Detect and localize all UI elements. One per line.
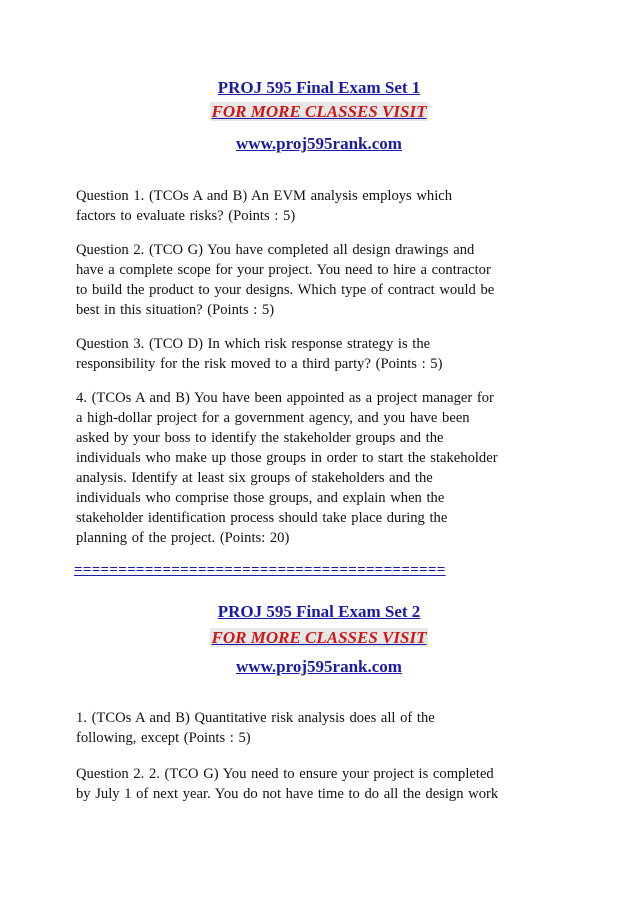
set1-url-link[interactable]: www.proj595rank.com xyxy=(236,134,402,153)
set1-promo-text: FOR MORE CLASSES VISIT xyxy=(211,102,427,121)
set2-promo xyxy=(0,627,638,649)
set2-question-1: 1. (TCOs A and B) Quantitative risk analysis does all of the following, except (Points : 5) xyxy=(76,710,435,746)
section-separator: ========================================== xyxy=(74,562,446,578)
set1-question-2: Question 2. (TCO G) You have completed all design drawings and have a complete scope for your project. You need to hire a contractor to build the product to your designs. Which type of contract would be best in this situation? (Points : 5) xyxy=(76,242,495,318)
set2-url-link[interactable]: www.proj595rank.com xyxy=(236,657,402,676)
set2-question-2: Question 2. 2. (TCO G) You need to ensure your project is completed by July 1 of next year. You do not have time to do all the design work xyxy=(76,766,499,802)
set2-promo-text: FOR MORE CLASSES VISIT xyxy=(211,628,427,647)
set1-question-1: Question 1. (TCOs A and B) An EVM analysis employs which factors to evaluate risks? (Points : 5) xyxy=(76,188,453,224)
set2-title: PROJ 595 Final Exam Set 2 xyxy=(217,602,421,621)
set1-question-4: 4. (TCOs A and B) You have been appointed as a project manager for a high-dollar project for a government agency, and you have been asked by your boss to identify the stakeholder groups and the individuals who make up those groups in order to start the stakeholder analysis. Identify at least six groups of stakeholders and the individuals who comprise those groups, and explain when the stakeholder identification process should take place during the planning of the project. (Points: 20) xyxy=(76,390,498,546)
set1-question-3: Question 3. (TCO D) In which risk response strategy is the responsibility for the risk moved to a third party? (Points : 5) xyxy=(76,336,443,372)
set1-title: PROJ 595 Final Exam Set 1 xyxy=(217,78,421,97)
set1-promo xyxy=(0,101,638,123)
